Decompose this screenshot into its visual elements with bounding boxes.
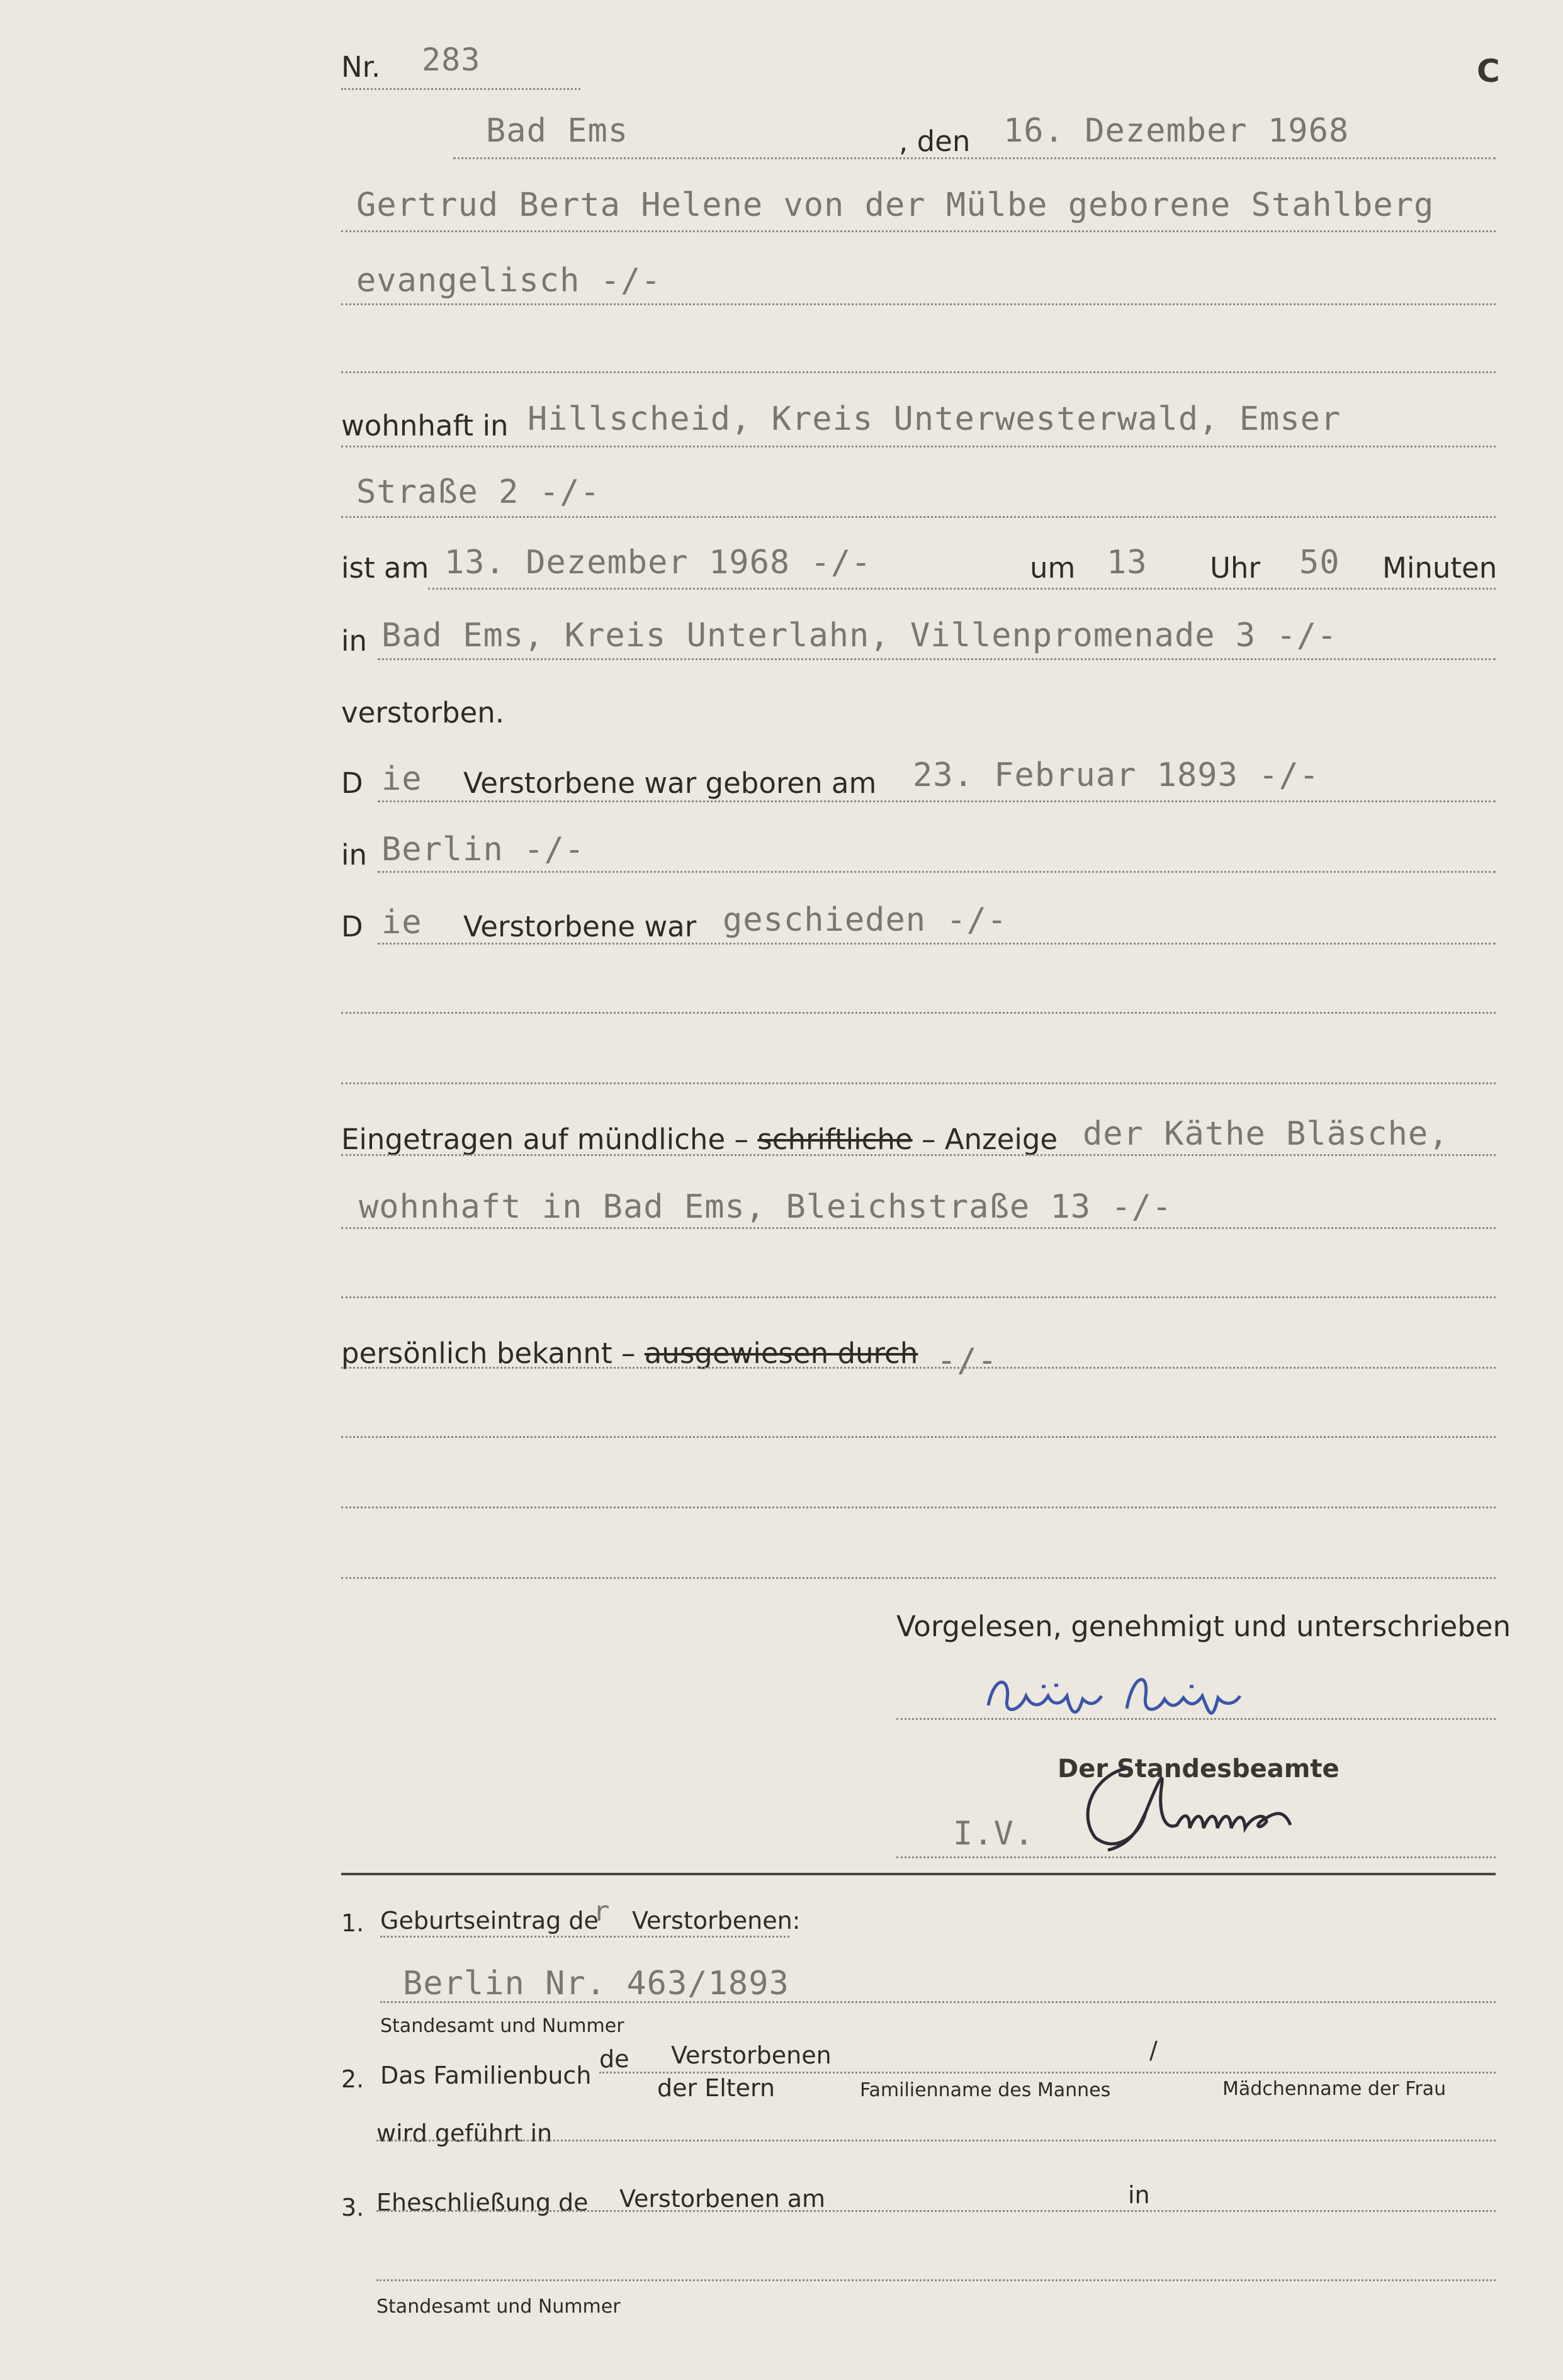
item2-label: Das Familienbuch — [380, 2062, 592, 2089]
item1-suffix: r — [593, 1895, 611, 1928]
blank-line-5 — [341, 1436, 1496, 1438]
informant-line2: wohnhaft in Bad Ems, Bleichstraße 13 -/- — [359, 1188, 1173, 1226]
item2-eltern: der Eltern — [657, 2074, 776, 2102]
birth-d-label: D — [341, 766, 363, 800]
item2-de: de — [599, 2045, 629, 2073]
registration-label-a: Eingetragen auf mündliche – — [341, 1123, 748, 1156]
death-minutes: 50 — [1299, 544, 1340, 581]
item1-label-line — [380, 1936, 789, 1938]
official-title: Der Standesbeamte — [1058, 1754, 1340, 1783]
item3-verstorbenen: Verstorbenen am — [619, 2185, 826, 2213]
nr-value: 283 — [422, 42, 481, 78]
address-line1-rule — [341, 446, 1496, 447]
blank-line-7 — [341, 1577, 1496, 1579]
death-place: Bad Ems, Kreis Unterlahn, Villenpromenade 3 -/- — [381, 617, 1338, 654]
item1-value: Berlin Nr. 463/1893 — [403, 1965, 789, 2002]
religion-value: evangelisch -/- — [356, 262, 662, 300]
address-line1: Hillscheid, Kreis Unterwesterwald, Emser — [528, 400, 1341, 438]
item2-verstorbenen: Verstorbenen — [671, 2041, 832, 2069]
status-line — [378, 943, 1496, 945]
informant-line1: der Käthe Bläsche, — [1083, 1115, 1449, 1153]
verstorben-label: verstorben. — [341, 696, 505, 729]
deceased-name: Gertrud Berta Helene von der Mülbe geborene Stahlberg — [356, 186, 1435, 224]
item3-caption: Standesamt und Nummer — [376, 2296, 621, 2318]
death-place-line — [378, 658, 1496, 660]
informant-signature-line — [896, 1718, 1496, 1720]
birth-place: Berlin -/- — [381, 831, 585, 868]
status-ie: ie — [381, 904, 422, 941]
blank-line-1 — [341, 371, 1496, 373]
blank-line-4 — [341, 1296, 1496, 1298]
status-d-label: D — [341, 910, 363, 943]
birth-ie: ie — [381, 760, 422, 798]
blank-line-2 — [341, 1012, 1496, 1014]
birth-date: 23. Februar 1893 -/- — [913, 756, 1320, 794]
item1-num: 1. — [341, 1909, 364, 1937]
identity-label — [341, 1337, 918, 1370]
um-label: um — [1030, 551, 1076, 585]
informant-line1-rule — [341, 1154, 1496, 1156]
birth-prefix: Verstorbene war geboren am — [463, 766, 877, 800]
registration-struck: schriftliche — [757, 1123, 913, 1156]
blank-line-3 — [341, 1082, 1496, 1084]
item1-label: Geburtseintrag de — [380, 1907, 599, 1934]
place-date-line — [453, 157, 1496, 159]
death-date-line — [428, 588, 1496, 590]
nr-label: Nr. — [341, 50, 381, 84]
item2-wird: wird geführt in — [376, 2119, 553, 2147]
item3-in: in — [1128, 2181, 1150, 2209]
date-value: 16. Dezember 1968 — [1003, 112, 1350, 150]
item3-value-line — [376, 2279, 1496, 2281]
death-hour: 13 — [1107, 544, 1148, 581]
item2-verst-line — [599, 2072, 1496, 2074]
minuten-label: Minuten — [1382, 551, 1498, 585]
identity-line — [341, 1367, 1496, 1369]
item1-label-b: Verstorbenen: — [632, 1907, 801, 1934]
item2-num: 2. — [341, 2065, 364, 2093]
nr-underline — [341, 88, 580, 90]
registration-label — [341, 1123, 1058, 1156]
birth-line — [378, 800, 1496, 802]
footer-separator — [341, 1873, 1496, 1875]
corner-letter: C — [1477, 53, 1500, 89]
status-prefix: Verstorbene war — [463, 910, 697, 943]
in-label-2: in — [341, 838, 368, 872]
wohnhaft-label: wohnhaft in — [341, 409, 509, 442]
registration-label-b: – Anzeige — [921, 1123, 1058, 1156]
name-line — [341, 230, 1496, 232]
item2-caption-frau: Mädchenname der Frau — [1222, 2078, 1447, 2100]
item3-line — [376, 2210, 1496, 2212]
item2-slash: / — [1149, 2036, 1158, 2064]
identity-value: -/- — [937, 1342, 998, 1379]
religion-line — [341, 303, 1496, 305]
item1-caption: Standesamt und Nummer — [380, 2015, 624, 2037]
informant-signature — [982, 1661, 1423, 1731]
official-signature — [1070, 1743, 1448, 1863]
birth-place-line — [378, 871, 1496, 873]
closing-text: Vorgelesen, genehmigt und unterschrieben — [896, 1610, 1511, 1643]
death-date: 13. Dezember 1968 -/- — [444, 544, 872, 581]
official-signature-line — [896, 1856, 1496, 1858]
item3-label: Eheschließung de — [376, 2189, 589, 2216]
item1-value-line — [380, 2001, 1496, 2003]
status-value: geschieden -/- — [723, 901, 1008, 939]
in-label-1: in — [341, 624, 368, 658]
informant-line2-rule — [341, 1227, 1496, 1229]
iv-label: I.V. — [953, 1815, 1035, 1853]
den-label: , den — [899, 125, 971, 158]
item2-wird-line — [376, 2140, 1496, 2141]
uhr-label: Uhr — [1210, 551, 1260, 585]
item2-caption-mann: Familienname des Mannes — [860, 2079, 1111, 2101]
item3-num: 3. — [341, 2194, 364, 2221]
place-value: Bad Ems — [486, 112, 629, 150]
identity-label-a: persönlich bekannt – — [341, 1337, 636, 1370]
address-line2-rule — [341, 516, 1496, 518]
bleed-through-text — [6, 132, 25, 169]
address-line2: Straße 2 -/- — [356, 473, 601, 511]
ist-am-label: ist am — [341, 551, 429, 585]
identity-struck: ausgewiesen durch — [644, 1337, 918, 1370]
blank-line-6 — [341, 1507, 1496, 1508]
